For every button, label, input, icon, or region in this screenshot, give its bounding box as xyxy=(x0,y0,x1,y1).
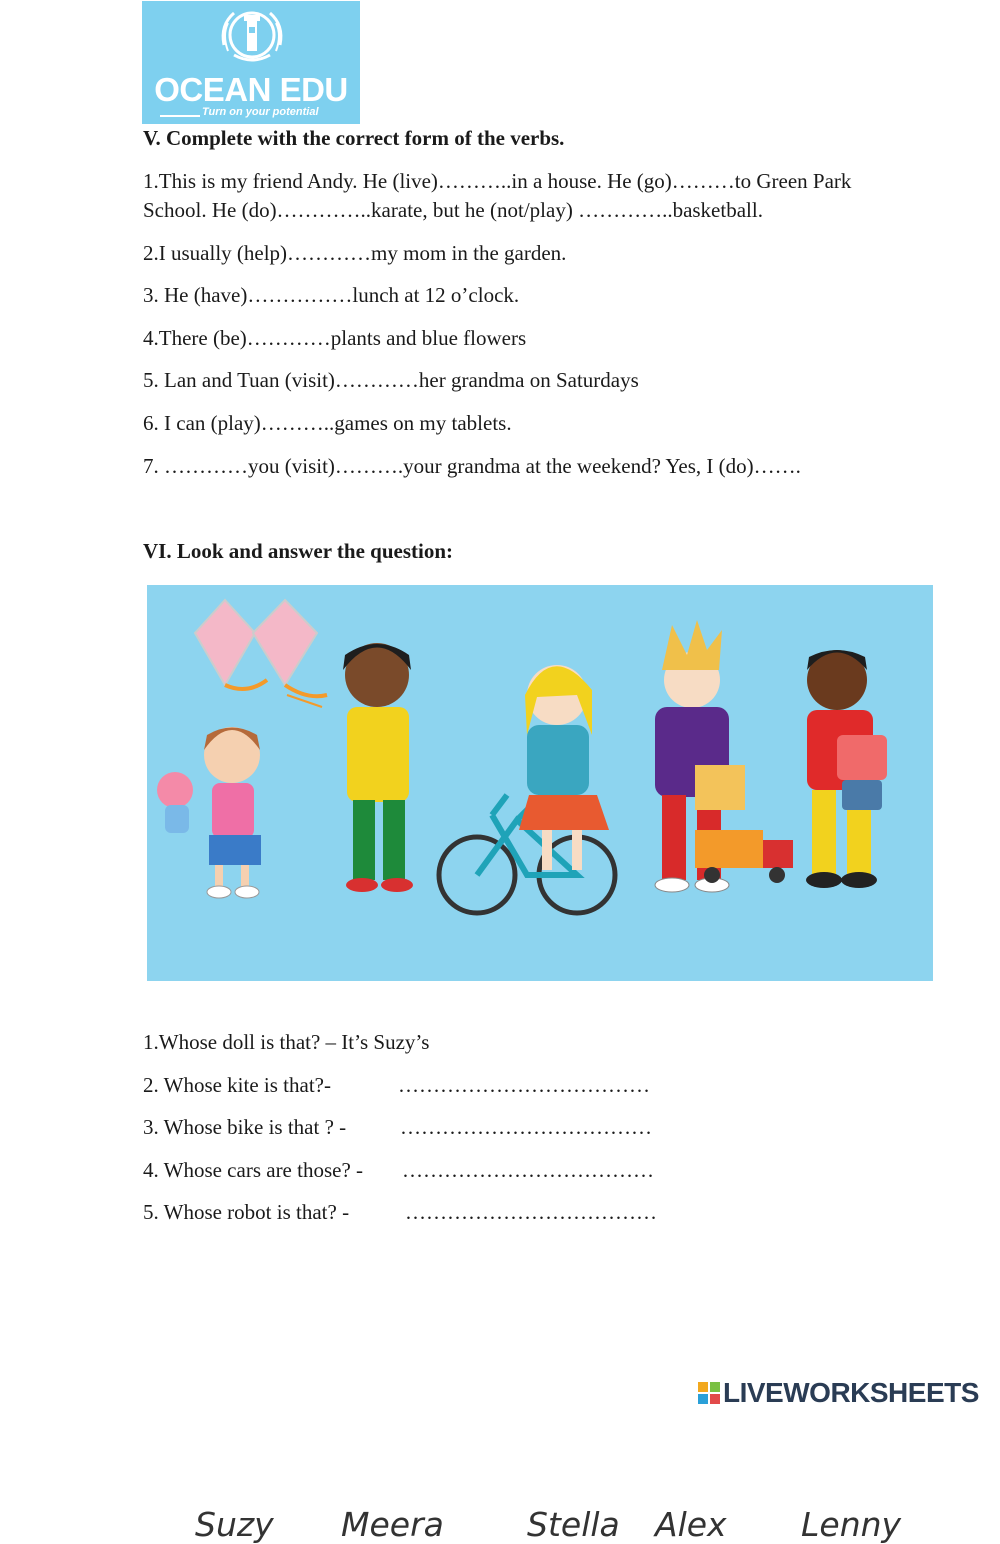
footer-brand-text: LIVEWORKSHEETS xyxy=(723,1377,979,1408)
answer-blank-5[interactable]: ……………………………… xyxy=(405,1200,657,1224)
liveworksheets-brand xyxy=(698,1377,979,1409)
liveworksheets-logo-icon xyxy=(698,1382,720,1404)
lighthouse-emblem-icon xyxy=(214,5,290,69)
name-lenny: Lenny xyxy=(801,1505,902,1544)
answer-blank-2[interactable]: ……………………………… xyxy=(398,1073,650,1097)
section-6-heading: VI. Look and answer the question: xyxy=(143,539,454,563)
question-5: 5. Whose robot is that? - ……………………………… xyxy=(143,1200,657,1224)
ocean-edu-logo xyxy=(142,1,360,124)
exercise-line-6: 6. I can (play)………..games on my tablets. xyxy=(143,411,512,435)
name-alex: Alex xyxy=(655,1505,727,1544)
exercise-line-3: 3. He (have)……………lunch at 12 o’clock. xyxy=(143,283,520,307)
name-stella: Stella xyxy=(527,1505,620,1544)
exercise-line-1b: School. He (do)…………..karate, but he (not/play) …………..basketball. xyxy=(143,198,763,222)
name-meera: Meera xyxy=(341,1505,444,1544)
question-3: 3. Whose bike is that ? - ……………………………… xyxy=(143,1115,652,1139)
question-4: 4. Whose cars are those? - ……………………………… xyxy=(143,1158,654,1182)
exercise-line-4: 4.There (be)…………plants and blue flowers xyxy=(143,326,527,350)
children-drawing xyxy=(147,585,933,981)
exercise-line-2: 2.I usually (help)…………my mom in the garden. xyxy=(143,241,567,265)
kite-icon xyxy=(195,600,327,707)
meera-figure xyxy=(343,643,413,892)
alex-figure xyxy=(655,620,793,892)
exercise-line-7: 7. …………you (visit)……….your grandma at the weekend? Yes, I (do)……. xyxy=(143,454,801,478)
logo-name: OCEAN EDU xyxy=(154,71,348,108)
section-5-heading: V. Complete with the correct form of the verbs. xyxy=(143,126,565,150)
lenny-figure xyxy=(806,650,887,888)
exercise-line-5: 5. Lan and Tuan (visit)…………her grandma on Saturdays xyxy=(143,368,639,392)
question-1: 1.Whose doll is that? – It’s Suzy’s xyxy=(143,1030,430,1054)
answer-blank-3[interactable]: ……………………………… xyxy=(400,1115,652,1139)
name-suzy: Suzy xyxy=(195,1505,274,1544)
answer-blank-4[interactable]: ……………………………… xyxy=(402,1158,654,1182)
suzy-figure xyxy=(157,727,261,898)
logo-tagline: Turn on your potential xyxy=(142,107,360,121)
exercise-line-1a: 1.This is my friend Andy. He (live)………..in a house. He (go)………to Green Park xyxy=(143,169,852,193)
question-2: 2. Whose kite is that?- ……………………………… xyxy=(143,1073,650,1097)
